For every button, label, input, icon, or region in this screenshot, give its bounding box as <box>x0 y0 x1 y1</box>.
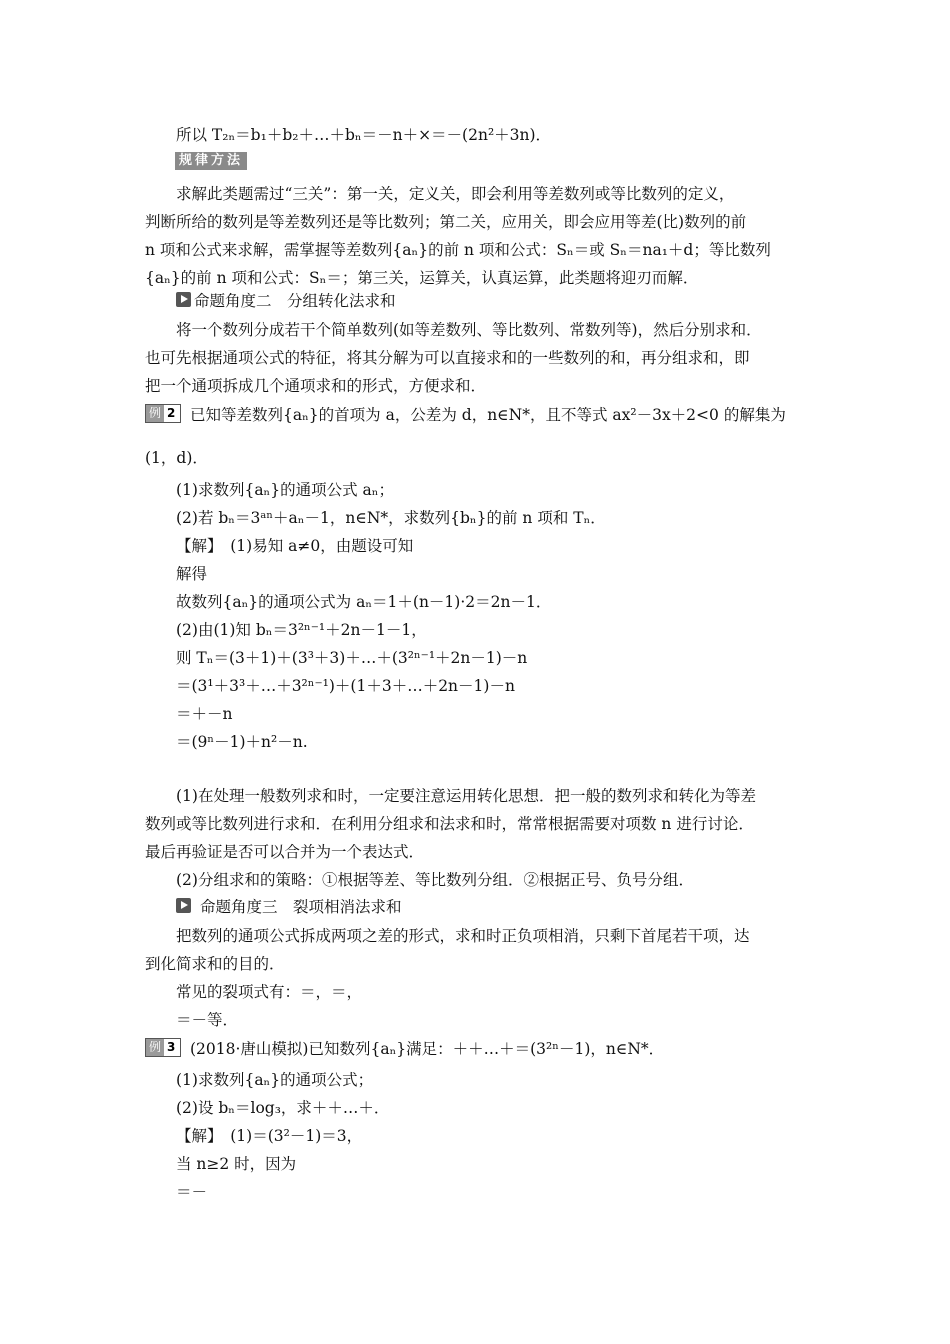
text-line: (2018·唐山模拟)已知数列{aₙ}满足：＋＋…＋＝(3²ⁿ－1)，n∈N*． <box>190 1040 665 1058</box>
text-line: {aₙ}的前 n 项和公式：Sₙ＝；第三关，运算关，认真运算，此类题将迎刃而解． <box>145 269 699 287</box>
example-tag-key: 例 <box>146 1039 164 1056</box>
text-line: 故数列{aₙ}的通项公式为 aₙ＝1＋(n－1)·2＝2n－1． <box>176 593 552 611</box>
text-line: 解得 <box>176 565 208 583</box>
rule-method-tag: 规律方法 <box>175 152 247 170</box>
text-line: 到化简求和的目的． <box>145 955 285 973</box>
text-line: (2)由(1)知 bₙ＝3²ⁿ⁻¹＋2n－1－1， <box>176 621 427 639</box>
text-line: 求解此类题需过“三关”：第一关，定义关，即会利用等差数列或等比数列的定义， <box>176 185 735 203</box>
text-line: ＝＋－n <box>176 705 233 723</box>
text-line: ＝(9ⁿ－1)＋n²－n. <box>176 733 308 751</box>
text-line: ＝－等． <box>176 1011 239 1029</box>
text-line: 数列或等比数列进行求和．在利用分组求和法求和时，常常根据需要对项数 n 进行讨论． <box>145 815 754 833</box>
play-triangle-icon <box>176 898 191 913</box>
text-line: 也可先根据通项公式的特征，将其分解为可以直接求和的一些数列的和，再分组求和，即 <box>145 349 750 367</box>
text-line: ＝－ <box>176 1183 208 1201</box>
example-tag-number: 3 <box>164 1039 178 1056</box>
example-tag-key: 例 <box>146 405 164 422</box>
text-line: (1，d)． <box>145 449 208 467</box>
text-line: ＝(3¹＋3³＋…＋3²ⁿ⁻¹)＋(1＋3＋…＋2n－1)－n <box>176 677 515 695</box>
text-line: 判断所给的数列是等差数列还是等比数列；第二关，应用关，即会应用等差(比)数列的前 <box>145 213 747 231</box>
section-heading: 命题角度二 分组转化法求和 <box>194 292 396 310</box>
text-line: 把数列的通项公式拆成两项之差的形式，求和时正负项相消，只剩下首尾若干项，达 <box>176 927 750 945</box>
text-line: 把一个通项拆成几个通项求和的形式，方便求和． <box>145 377 487 395</box>
text-line: 将一个数列分成若干个简单数列(如等差数列、等比数列、常数列等)，然后分别求和． <box>176 321 762 339</box>
text-line: (2)分组求和的策略：①根据等差、等比数列分组．②根据正号、负号分组． <box>176 871 694 889</box>
text-line: 最后再验证是否可以合并为一个表达式． <box>145 843 425 861</box>
text-line: 当 n≥2 时，因为 <box>176 1155 297 1173</box>
play-triangle-icon <box>176 292 191 307</box>
text-line: n 项和公式来求解，需掌握等差数列{aₙ}的前 n 项和公式：Sₙ＝或 Sₙ＝na₁＋d；等比数列 <box>145 241 771 259</box>
text-line: 已知等差数列{aₙ}的首项为 a，公差为 d，n∈N*，且不等式 ax²－3x＋2<0 的解集为 <box>190 406 786 424</box>
text-line: (1)求数列{aₙ}的通项公式 aₙ； <box>176 481 394 499</box>
example-tag-number: 2 <box>164 405 178 422</box>
text-line: 【解】 (1)＝(3²－1)＝3， <box>176 1127 363 1145</box>
text-line: (1)求数列{aₙ}的通项公式； <box>176 1071 374 1089</box>
example-tag <box>145 1038 181 1057</box>
text-line: 【解】 (1)易知 a≠0，由题设可知 <box>176 537 414 555</box>
text-line: (2)设 bₙ＝log₃，求＋＋…＋． <box>176 1099 390 1117</box>
text-line: (2)若 bₙ＝3ᵃⁿ＋aₙ－1，n∈N*，求数列{bₙ}的前 n 项和 Tₙ． <box>176 509 606 527</box>
text-line: (1)在处理一般数列求和时，一定要注意运用转化思想．把一般的数列求和转化为等差 <box>176 787 756 805</box>
text-line: 所以 T₂ₙ＝b₁＋b₂＋…＋bₙ＝－n＋×＝－(2n²＋3n)． <box>176 126 552 144</box>
text-line: 则 Tₙ＝(3＋1)＋(3³＋3)＋…＋(3²ⁿ⁻¹＋2n－1)－n <box>176 649 528 667</box>
example-tag <box>145 404 181 423</box>
section-heading: 命题角度三 裂项相消法求和 <box>200 898 402 916</box>
text-line: 常见的裂项式有：＝，＝， <box>176 983 363 1001</box>
